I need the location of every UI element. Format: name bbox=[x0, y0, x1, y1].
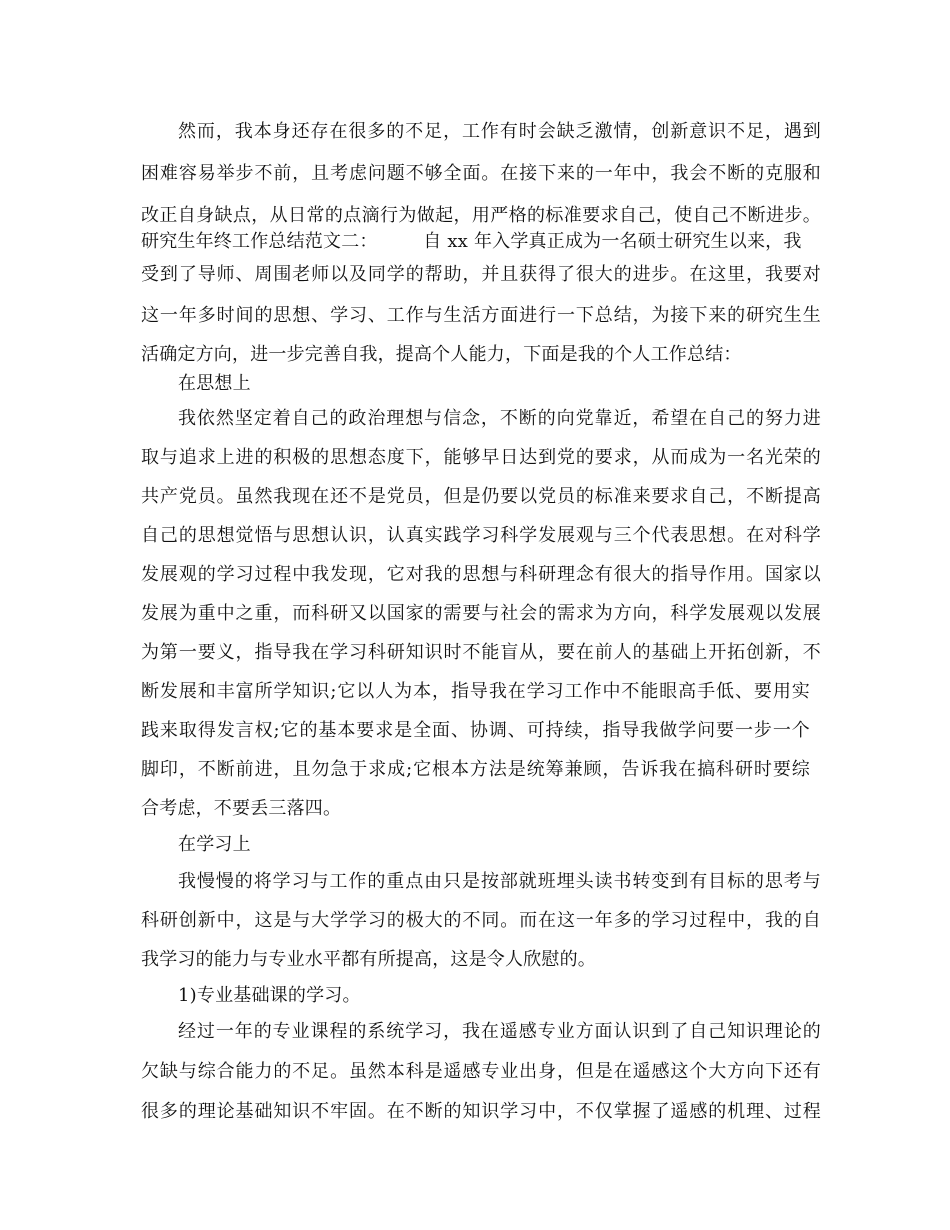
text-line: 我慢慢的将学习与工作的重点由只是按部就班埋头读书转变到有目标的思考与 bbox=[178, 871, 821, 892]
text-line: 这一年多时间的思想、学习、工作与生活方面进行一下总结，为接下来的研究生生 bbox=[141, 305, 821, 326]
text-line: 受到了导师、周围老师以及同学的帮助，并且获得了很大的进步。在这里，我要对 bbox=[141, 264, 821, 285]
text-line: 很多的理论基础知识不牢固。在不断的知识学习中，不仅掌握了遥感的机理、过程 bbox=[141, 1101, 821, 1122]
subheading: 在学习上 bbox=[178, 834, 251, 855]
subheading: 在思想上 bbox=[178, 373, 251, 394]
text-line: 取与追求上进的积极的思想态度下，能够早日达到党的要求，从而成为一名光荣的 bbox=[141, 447, 821, 468]
text-line: 然而，我本身还存在很多的不足，工作有时会缺乏激情，创新意识不足，遇到 bbox=[178, 121, 821, 142]
text-line: 经过一年的专业课程的系统学习，我在遥感专业方面认识到了自己知识理论的 bbox=[178, 1021, 821, 1042]
text-line: 脚印，不断前进，且勿急于求成;它根本方法是统筹兼顾，告诉我在搞科研时要综 bbox=[141, 759, 810, 780]
text-line: 欠缺与综合能力的不足。虽然本科是遥感专业出身，但是在遥感这个大方向下还有 bbox=[141, 1061, 821, 1082]
text-line: 发展观的学习过程中我发现，它对我的思想与科研理念有很大的指导作用。国家以 bbox=[141, 564, 821, 585]
text-line: 活确定方向，进一步完善自我，提高个人能力，下面是我的个人工作总结： bbox=[141, 344, 742, 365]
text-line: 我学习的能力与专业水平都有所提高，这是令人欣慰的。 bbox=[141, 949, 596, 970]
text-line: 为第一要义，指导我在学习科研知识时不能盲从，要在前人的基础上开拓创新，不 bbox=[141, 642, 821, 663]
numbered-heading: 1)专业基础课的学习。 bbox=[178, 985, 361, 1006]
text-line: 践来取得发言权;它的基本要求是全面、协调、可持续，指导我做学问要一步一个 bbox=[141, 720, 810, 741]
text-line: 自己的思想觉悟与思想认识，认真实践学习科学发展观与三个代表思想。在对科学 bbox=[141, 525, 821, 546]
text-line: 合考虑，不要丢三落四。 bbox=[141, 798, 342, 819]
text-line: 困难容易举步不前，且考虑问题不够全面。在接下来的一年中，我会不断的克服和 bbox=[141, 163, 821, 184]
text-line: 发展为重中之重，而科研又以国家的需要与社会的需求为方向，科学发展观以发展 bbox=[141, 603, 821, 624]
text-line: 断发展和丰富所学知识;它以人为本，指导我在学习工作中不能眼高手低、要用实 bbox=[141, 681, 810, 702]
text-line: 科研创新中，这是与大学学习的极大的不同。而在这一年多的学习过程中，我的自 bbox=[141, 910, 821, 931]
text-line: 改正自身缺点，从日常的点滴行为做起，用严格的标准要求自己，使自己不断进步。 bbox=[141, 205, 821, 226]
text-line: 共产党员。虽然我现在还不是党员，但是仍要以党员的标准来要求自己，不断提高 bbox=[141, 486, 821, 507]
section-heading-line: 研究生年终工作总结范文二： 自 xx 年入学真正成为一名硕士研究生以来，我 bbox=[141, 231, 802, 252]
text-line: 我依然坚定着自己的政治理想与信念，不断的向党靠近，希望在自己的努力进 bbox=[178, 408, 821, 429]
